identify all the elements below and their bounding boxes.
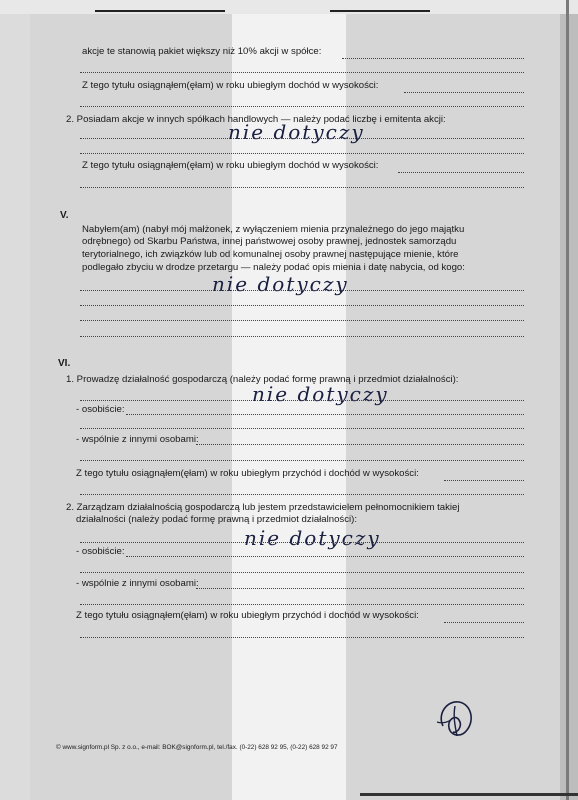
income-label: Z tego tytułu osiągnąłem(ęłam) w roku ubiegłym dochód w wysokości: bbox=[82, 160, 379, 171]
scan-shade-left bbox=[0, 0, 30, 800]
management-item: 2. Zarządzam działalnością gospodarczą lub jestem przedstawicielem pełnomocnikiem takiej bbox=[66, 502, 460, 513]
other-shares-item: 2. Posiadam akcje w innych spółkach handlowych — należy podać liczbę i emitenta akcji: bbox=[66, 114, 446, 125]
answer-line bbox=[80, 460, 524, 461]
personal-label: - osobiście: bbox=[76, 546, 125, 557]
answer-line bbox=[80, 153, 524, 154]
answer-line bbox=[80, 290, 524, 291]
answer-line bbox=[342, 58, 524, 59]
answer-line bbox=[80, 400, 524, 401]
handwritten-answer: nie dotyczy bbox=[252, 382, 389, 406]
answer-line bbox=[80, 637, 524, 638]
answer-line bbox=[444, 480, 524, 481]
section-v-text: odrębnego) od Skarbu Państwa, innej państwowej osoby prawnej, jednostek samorządu bbox=[82, 236, 457, 247]
income-label: Z tego tytułu osiągnąłem(ęłam) w roku ubiegłym dochód w wysokości: bbox=[82, 80, 379, 91]
answer-line bbox=[80, 138, 524, 139]
answer-line bbox=[80, 336, 524, 337]
section-label: V. bbox=[60, 210, 69, 221]
income-label: Z tego tytułu osiągnąłem(ęłam) w roku ubiegłym przychód i dochód w wysokości: bbox=[76, 468, 419, 479]
handwritten-answer: nie dotyczy bbox=[228, 120, 365, 144]
management-item: działalności (należy podać formę prawną i przedmiot działalności): bbox=[76, 514, 358, 525]
answer-line bbox=[444, 622, 524, 623]
answer-line bbox=[80, 305, 524, 306]
section-v-text: podlegało zbyciu w drodze przetargu — należy podać opis mienia i datę nabycia, od kogo: bbox=[82, 262, 465, 273]
answer-line bbox=[126, 556, 524, 557]
personal-label: - osobiście: bbox=[76, 404, 125, 415]
footer-copyright: © www.signform.pl Sp. z o.o., e-mail: BOK@signform.pl, tel./fax. (0-22) 628 92 95, (0-22) 628 92 97 bbox=[56, 744, 338, 751]
answer-line bbox=[398, 172, 524, 173]
answer-line bbox=[80, 494, 524, 495]
answer-line bbox=[404, 92, 524, 93]
answer-line bbox=[80, 72, 524, 73]
joint-label: - wspólnie z innymi osobami: bbox=[76, 578, 199, 589]
handwritten-answer: nie dotyczy bbox=[244, 526, 381, 550]
section-v-text: Nabyłem(am) (nabył mój małżonek, z wyłączeniem mienia przynależnego do jego majątku bbox=[82, 224, 465, 235]
answer-line bbox=[126, 414, 524, 415]
answer-line bbox=[80, 320, 524, 321]
joint-label: - wspólnie z innymi osobami: bbox=[76, 434, 199, 445]
section-label: VI. bbox=[58, 358, 71, 369]
answer-line bbox=[80, 572, 524, 573]
scan-edge-right bbox=[566, 0, 569, 800]
answer-line bbox=[80, 106, 524, 107]
scan-shade-right bbox=[560, 0, 578, 800]
handwritten-answer: nie dotyczy bbox=[212, 272, 349, 296]
scan-top-strip bbox=[0, 0, 578, 14]
answer-line bbox=[80, 187, 524, 188]
income-label: Z tego tytułu osiągnąłem(ęłam) w roku ubiegłym przychód i dochód w wysokości: bbox=[76, 610, 419, 621]
answer-line bbox=[196, 588, 524, 589]
answer-line bbox=[80, 428, 524, 429]
answer-line bbox=[80, 542, 524, 543]
scan-edge-bottom bbox=[360, 793, 578, 796]
section-v-text: terytorialnego, ich związków lub od komunalnej osoby prawnej następujące mienie, które bbox=[82, 249, 459, 260]
shares-10-percent-text: akcje te stanowią pakiet większy niż 10% akcji w spółce: bbox=[82, 46, 322, 57]
answer-line bbox=[80, 604, 524, 605]
signature-initials bbox=[433, 696, 479, 742]
business-item: 1. Prowadzę działalność gospodarczą (należy podać formę prawną i przedmiot działalności): bbox=[66, 374, 459, 385]
answer-line bbox=[196, 444, 524, 445]
